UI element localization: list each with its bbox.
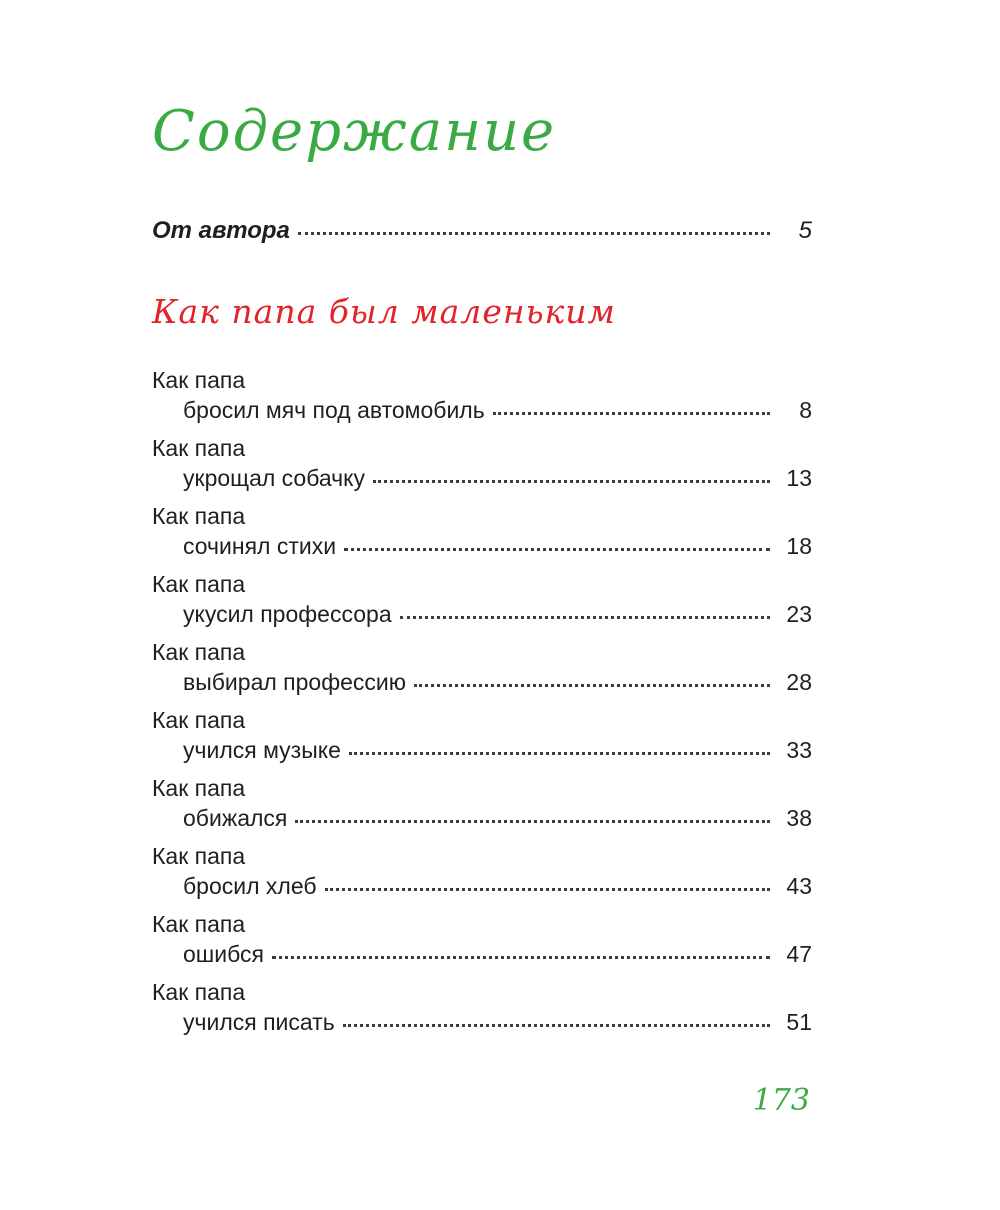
entry-line — [152, 939, 812, 969]
entry-title: бросил мяч под автомобиль — [183, 397, 485, 424]
entry-prefix: Как папа — [152, 707, 246, 734]
entry-prefix: Как папа — [152, 775, 246, 802]
entry-page-number: 38 — [786, 805, 812, 832]
entry-line — [152, 667, 812, 697]
dot-leader — [349, 752, 770, 755]
toc-entry — [152, 705, 812, 765]
toc-entry — [152, 569, 812, 629]
entry-page-number: 23 — [786, 601, 812, 628]
entry-title: укусил профессора — [183, 601, 392, 628]
dot-leader — [272, 956, 770, 959]
entry-prefix: Как папа — [152, 911, 246, 938]
entry-prefix: Как папа — [152, 435, 246, 462]
entry-line — [152, 871, 812, 901]
toc-entry — [152, 501, 812, 561]
toc-entry — [152, 773, 812, 833]
entry-page-number: 13 — [786, 465, 812, 492]
entry-page-number: 33 — [786, 737, 812, 764]
toc-entry — [152, 841, 812, 901]
entry-line — [152, 803, 812, 833]
toc-entry — [152, 365, 812, 425]
front-matter-label: От автора — [152, 217, 290, 245]
entry-prefix: Как папа — [152, 639, 246, 666]
entry-prefix: Как папа — [152, 979, 246, 1006]
front-matter-row — [152, 216, 812, 246]
toc-entry — [152, 433, 812, 493]
entry-page-number: 47 — [786, 941, 812, 968]
dot-leader — [325, 888, 770, 891]
dot-leader — [344, 548, 770, 551]
entry-prefix: Как папа — [152, 503, 246, 530]
entry-page-number: 8 — [799, 397, 812, 424]
front-matter-page-number: 5 — [798, 217, 812, 245]
entry-page-number: 18 — [786, 533, 812, 560]
dot-leader — [343, 1024, 770, 1027]
entry-page-number: 51 — [786, 1009, 812, 1036]
entry-line — [152, 735, 812, 765]
toc-entries — [152, 365, 812, 1037]
entry-page-number: 43 — [786, 873, 812, 900]
entry-title: учился музыке — [183, 737, 341, 764]
toc-entry — [152, 977, 812, 1037]
dot-leader — [298, 232, 770, 235]
entry-page-number: 28 — [786, 669, 812, 696]
entry-title: учился писать — [183, 1009, 335, 1036]
entry-title: укрощал собачку — [183, 465, 365, 492]
entry-line — [152, 463, 812, 493]
entry-title: бросил хлеб — [183, 873, 317, 900]
section-title: Как папа был маленьким — [152, 292, 616, 332]
entry-title: ошибся — [183, 941, 264, 968]
entry-title: выбирал профессию — [183, 669, 407, 696]
entry-line — [152, 395, 812, 425]
entry-title: сочинял стихи — [183, 533, 337, 560]
entry-prefix: Как папа — [152, 571, 246, 598]
dot-leader — [295, 820, 770, 823]
toc-content — [152, 100, 812, 1118]
toc-entry — [152, 909, 812, 969]
entry-line — [152, 1007, 812, 1037]
dot-leader — [400, 616, 770, 619]
entry-title: обижался — [183, 805, 288, 832]
dot-leader — [493, 412, 770, 415]
dot-leader — [373, 480, 770, 483]
page-title: Содержание — [152, 99, 557, 164]
toc-entry — [152, 637, 812, 697]
entry-line — [152, 599, 812, 629]
entry-line — [152, 531, 812, 561]
dot-leader — [414, 684, 770, 687]
folio-page-number: 173 — [752, 1083, 810, 1119]
entry-prefix: Как папа — [152, 367, 246, 394]
entry-prefix: Как папа — [152, 843, 246, 870]
